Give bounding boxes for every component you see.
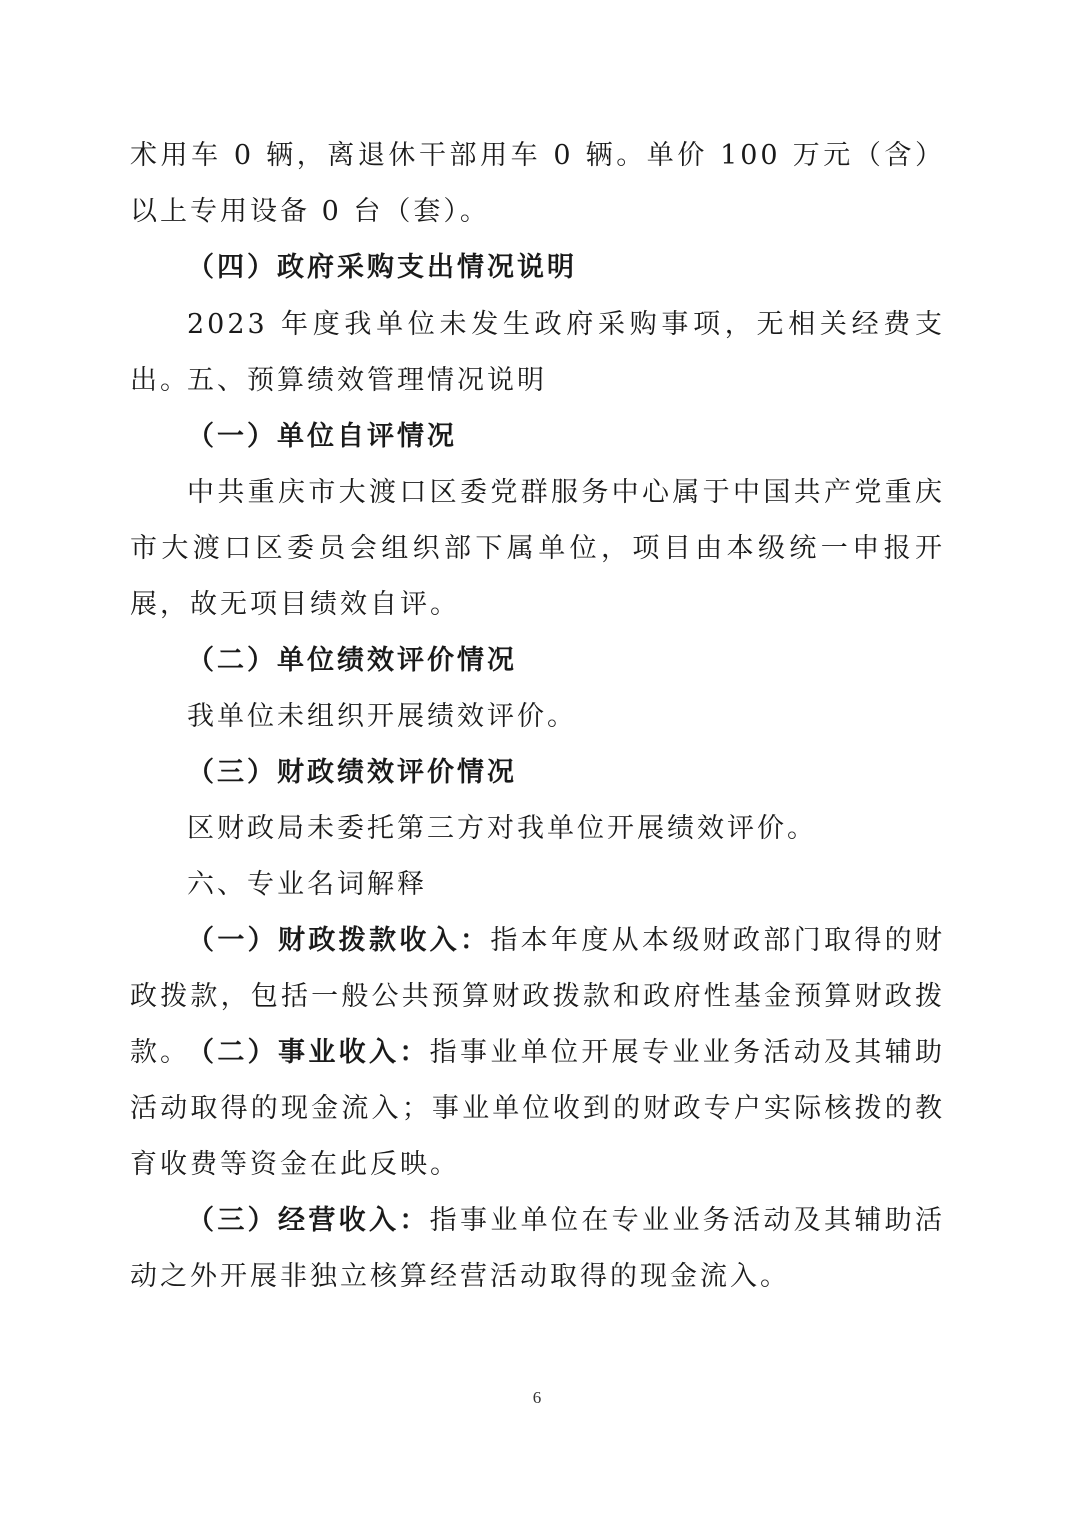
paragraph-unit-performance-evaluation: 我单位未组织开展绩效评价。 <box>187 701 577 732</box>
heading-unit-performance-evaluation: （二）单位绩效评价情况 <box>187 645 517 676</box>
definition-operating-income <box>130 1193 945 1305</box>
heading-unit-self-evaluation: （一）单位自评情况 <box>187 421 457 452</box>
definition-text: 指事业单位开展专业业务活动及其辅助活动取得的现金流入；事业单位收到的财政专户实际核拨的教育收费等资金在此反映。 <box>130 1037 946 1180</box>
paragraph-fiscal-performance-evaluation: 区财政局未委托第三方对我单位开展绩效评价。 <box>187 813 817 844</box>
heading-fiscal-performance-evaluation: （三）财政绩效评价情况 <box>187 757 517 788</box>
term-fiscal-appropriation-income: （一）财政拨款收入： <box>187 925 491 956</box>
paragraph-government-procurement: 2023 年度我单位未发生政府采购事项，无相关经费支出。 <box>130 309 945 396</box>
definition-text: 指事业单位在专业业务活动及其辅助活动之外开展非独立核算经营活动取得的现金流入。 <box>130 1205 946 1292</box>
term-operating-income: （三）经营收入： <box>187 1205 430 1236</box>
paragraph-vehicles-equipment: 术用车 0 辆，离退休干部用车 0 辆。单价 100 万元（含）以上专用设备 0 台（套）。 <box>130 140 945 227</box>
definition-business-income <box>130 1025 945 1193</box>
page-number: 6 <box>532 1388 542 1407</box>
definition-text: 指本年度从本级财政部门取得的财政拨款，包括一般公共预算财政拨款和政府性基金预算财政拨款。 <box>130 925 946 1068</box>
paragraph-unit-self-evaluation: 中共重庆市大渡口区委党群服务中心属于中国共产党重庆市大渡口区委员会组织部下属单位，项目由本级统一申报开展，故无项目绩效自评。 <box>130 477 945 620</box>
heading-section-five: 五、预算绩效管理情况说明 <box>187 365 547 396</box>
heading-section-six: 六、专业名词解释 <box>187 869 427 900</box>
heading-government-procurement: （四）政府采购支出情况说明 <box>187 252 577 283</box>
term-business-income: （二）事业收入： <box>187 1037 430 1068</box>
